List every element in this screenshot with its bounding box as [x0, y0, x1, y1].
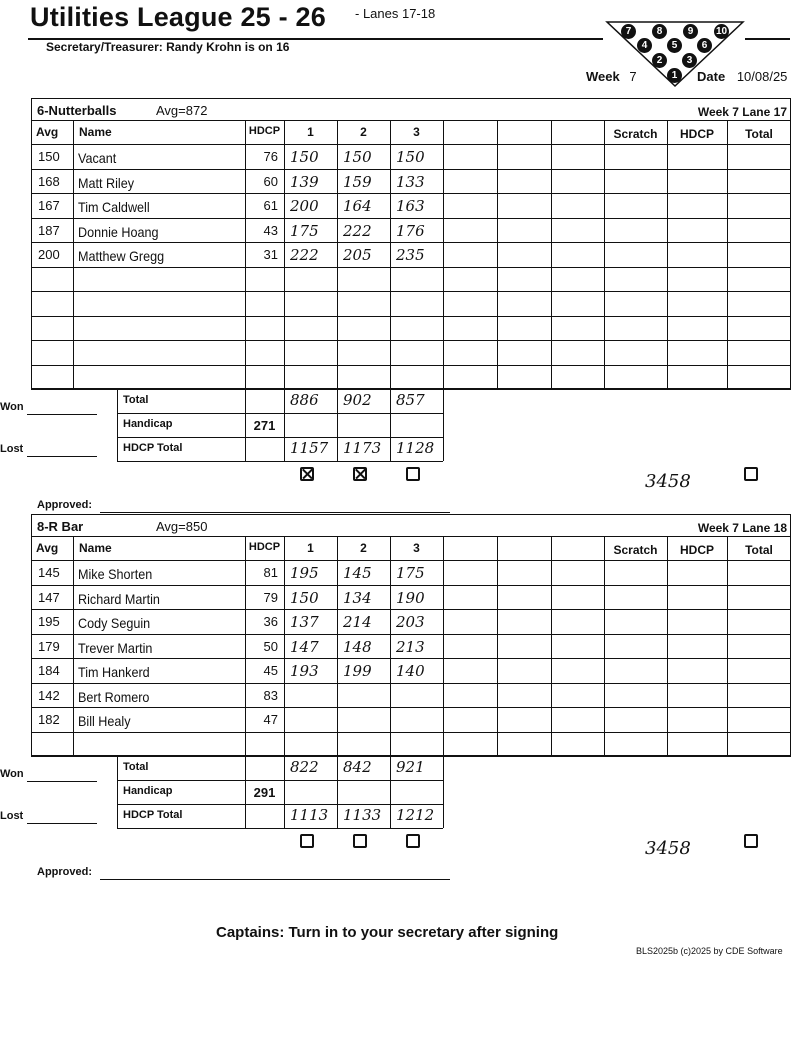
bowler-name: Donnie Hoang	[78, 223, 159, 240]
lanes-label: - Lanes 17-18	[355, 6, 436, 21]
team1-col-line	[337, 120, 338, 389]
bowler-game-2: 148	[343, 637, 372, 656]
team1-col-line	[284, 120, 285, 389]
bowler-name: Trever Martin	[78, 639, 153, 656]
team2-game-2-checkbox[interactable]	[353, 834, 367, 848]
bowler-hdcp: 79	[263, 589, 278, 605]
software-credit: BLS2025b (c)2025 by CDE Software	[636, 946, 783, 956]
bowler-game-2: 134	[343, 588, 372, 607]
team2-summary-line	[117, 804, 443, 805]
team2-row-line	[31, 560, 791, 561]
captains-instruction: Captains: Turn in to your secretary after signing	[216, 924, 559, 941]
team1-col-line	[497, 120, 498, 389]
team2-avg: Avg=850	[156, 519, 208, 534]
team2-total-game-3: 921	[396, 758, 425, 776]
team1-title-divider	[31, 120, 791, 121]
team1-header-game2: 2	[360, 125, 367, 139]
team1-summary-col	[390, 389, 391, 461]
team1-won-line	[27, 414, 97, 415]
bowler-name: Tim Caldwell	[78, 199, 150, 215]
pin-4-icon: 4	[637, 38, 652, 53]
bowler-game-3: 150	[396, 148, 425, 166]
team2-handicap-value: 291	[253, 785, 276, 800]
team2-header-game1: 1	[307, 541, 314, 555]
bowler-game-3: 140	[396, 662, 425, 680]
team2-summary-line	[31, 756, 791, 757]
bowler-name: Mike Shorten	[78, 566, 153, 582]
bowler-avg: 147	[38, 589, 60, 605]
bowler-name: Bill Healy	[78, 713, 131, 729]
team1-header-hdcp: HDCP	[248, 125, 281, 137]
team2-hdcp-total-game-3: 1212	[396, 806, 435, 824]
bowler-avg: 195	[38, 614, 60, 629]
team2-header-name: Name	[79, 541, 112, 555]
team1-hdcp-total-game-3: 1128	[396, 439, 435, 457]
team2-header-game2: 2	[360, 541, 367, 555]
team2-lost-label: Lost	[0, 810, 24, 822]
team2-total-label: Total	[123, 761, 149, 773]
team1-name: 6-Nutterballs	[37, 103, 117, 118]
team1-game-1-checkbox[interactable]	[300, 467, 314, 481]
bowler-avg: 150	[38, 149, 60, 164]
pin-3-icon: 3	[682, 53, 697, 68]
team2-summary-col	[337, 756, 338, 828]
team2-hdcp-total-game-2: 1133	[343, 806, 382, 824]
date-value: 10/08/25	[736, 69, 788, 84]
bowler-name: Matthew Gregg	[78, 248, 165, 264]
team2-header-game3: 3	[413, 541, 420, 555]
bowler-avg: 182	[38, 712, 60, 727]
team2-row-line	[31, 732, 791, 733]
team1-week-lane: Week 7 Lane 17	[697, 105, 787, 119]
team2-total-game-1: 822	[290, 758, 319, 776]
team1-lost-label: Lost	[0, 443, 24, 455]
team1-table	[31, 98, 791, 389]
team1-total-game-2: 902	[343, 391, 372, 409]
team1-summary-border	[117, 389, 118, 461]
team1-row-line	[31, 340, 791, 341]
team1-summary-line	[31, 389, 791, 390]
date-label: Date	[697, 69, 726, 84]
bowler-game-1: 137	[290, 613, 319, 631]
team1-series-total: 3458	[645, 471, 691, 492]
pin-10-icon: 10	[715, 26, 728, 37]
team1-avg: Avg=872	[156, 103, 208, 118]
team2-hdcp-total-label: HDCP Total	[123, 809, 183, 821]
bowler-game-2: 150	[343, 148, 372, 166]
team1-header-game3: 3	[413, 125, 420, 139]
team2-row-line	[31, 609, 791, 610]
team1-row-line	[31, 267, 791, 268]
team1-game-3-checkbox[interactable]	[406, 467, 420, 481]
team1-lost-line	[27, 456, 97, 457]
team2-summary-border	[117, 756, 118, 828]
team1-total-label: Total	[123, 394, 149, 406]
bowler-game-3: 213	[396, 637, 425, 656]
team2-col-line	[284, 536, 285, 756]
team2-summary-col	[390, 756, 391, 828]
team2-hdcp-total-game-1: 1113	[290, 806, 329, 824]
team2-col-line	[443, 536, 444, 756]
team2-col-line	[727, 536, 728, 756]
team1-header-total: Total	[745, 127, 773, 141]
team1-row-line	[31, 242, 791, 243]
bowler-game-3: 133	[396, 172, 425, 191]
team1-summary-line	[117, 437, 443, 438]
team1-row-line	[31, 193, 791, 194]
league-title: Utilities League 25 - 26	[30, 2, 326, 32]
team2-handicap-label: Handicap	[123, 785, 173, 797]
bowler-game-2: 205	[343, 246, 372, 264]
bowler-game-2: 159	[343, 172, 372, 191]
bowler-avg: 145	[38, 565, 60, 580]
team2-summary-col	[284, 756, 285, 828]
team2-summary-col	[443, 756, 444, 828]
bowler-avg: 142	[38, 687, 60, 703]
pin-8-icon: 8	[652, 24, 667, 39]
bowler-game-1: 175	[290, 221, 319, 240]
week-value: 7	[629, 69, 637, 84]
team1-total-game-1: 886	[290, 391, 319, 409]
bowler-hdcp: 31	[263, 247, 278, 262]
bowler-hdcp: 61	[263, 198, 278, 213]
bowler-game-1: 193	[290, 662, 319, 680]
bowler-avg: 167	[38, 198, 60, 213]
team2-col-line	[73, 536, 74, 756]
bowler-game-2: 199	[343, 662, 372, 680]
bowler-name: Cody Seguin	[78, 615, 151, 631]
team2-col-line	[604, 536, 605, 756]
week-label: Week	[586, 69, 620, 84]
pin-2-icon: 2	[652, 53, 667, 68]
week-header	[586, 69, 637, 84]
bowler-hdcp: 60	[263, 173, 278, 189]
bowler-game-2: 164	[343, 197, 372, 215]
bowler-game-1: 222	[290, 246, 319, 264]
team1-series-checkbox[interactable]	[744, 467, 758, 481]
bowler-avg: 187	[38, 222, 60, 238]
team2-row-line	[31, 707, 791, 708]
bowler-avg: 179	[38, 638, 60, 654]
bowler-game-3: 176	[396, 221, 425, 240]
team2-row-line	[31, 658, 791, 659]
bowler-game-2: 222	[343, 221, 372, 240]
bowler-hdcp: 36	[263, 614, 278, 629]
team1-col-line	[390, 120, 391, 389]
bowler-name: Richard Martin	[78, 590, 160, 607]
team1-summary-col	[284, 389, 285, 461]
team2-series-checkbox[interactable]	[744, 834, 758, 848]
bowler-hdcp: 45	[263, 663, 278, 678]
bowler-game-1: 150	[290, 588, 319, 607]
team1-handicap-label: Handicap	[123, 418, 173, 430]
team2-header-hdcp-total: HDCP	[679, 543, 714, 557]
team2-title-divider	[31, 536, 791, 537]
bowler-game-3: 203	[396, 613, 425, 631]
bowler-game-2: 214	[343, 613, 372, 631]
pin-6-icon: 6	[697, 38, 712, 53]
pin-1-icon: 1	[667, 68, 682, 83]
team1-header-hdcp-total: HDCP	[679, 127, 714, 141]
team1-summary-line	[117, 413, 443, 414]
secretary-line: Secretary/Treasurer: Randy Krohn is on 16	[46, 40, 290, 54]
team2-col-line	[551, 536, 552, 756]
bowler-avg: 184	[38, 663, 60, 678]
team2-game-1-checkbox[interactable]	[300, 834, 314, 848]
pin-7-icon: 7	[621, 24, 636, 39]
team1-header-game1: 1	[307, 125, 314, 139]
team2-game-3-checkbox[interactable]	[406, 834, 420, 848]
bowler-game-1: 200	[290, 197, 319, 215]
team2-col-line	[667, 536, 668, 756]
team1-row-line	[31, 218, 791, 219]
bowler-avg: 200	[38, 247, 60, 262]
bowler-hdcp: 50	[263, 638, 278, 654]
team1-col-line	[551, 120, 552, 389]
team1-summary-line	[117, 461, 443, 462]
team1-approved-label: Approved:	[37, 499, 92, 511]
team2-won-label: Won	[0, 768, 24, 780]
team1-row-line	[31, 144, 791, 145]
team1-row-line	[31, 316, 791, 317]
team2-lost-line	[27, 823, 97, 824]
bowler-hdcp: 81	[263, 565, 278, 580]
team1-hdcp-total-game-1: 1157	[290, 439, 329, 457]
bowler-hdcp: 47	[263, 712, 278, 727]
team1-col-line	[727, 120, 728, 389]
team2-approved-line[interactable]	[100, 879, 450, 880]
date-header	[697, 69, 787, 84]
team2-header-hdcp: HDCP	[248, 541, 281, 553]
bowler-game-3: 190	[396, 588, 425, 607]
team2-header-avg: Avg	[36, 541, 59, 555]
bowler-name: Tim Hankerd	[78, 664, 150, 680]
team2-approved-label: Approved:	[37, 866, 92, 878]
bowler-name: Vacant	[78, 150, 117, 166]
bowler-hdcp: 43	[263, 222, 278, 238]
team1-hdcp-total-label: HDCP Total	[123, 442, 183, 454]
team2-header-total: Total	[745, 543, 773, 557]
team1-total-game-3: 857	[396, 391, 425, 409]
bowler-game-3: 175	[396, 564, 425, 582]
team1-summary-col	[337, 389, 338, 461]
team2-name: 8-R Bar	[37, 519, 84, 534]
team2-row-line	[31, 683, 791, 684]
team1-col-line	[667, 120, 668, 389]
team1-game-2-checkbox[interactable]	[353, 467, 367, 481]
team2-total-game-2: 842	[343, 758, 372, 776]
team1-summary-col	[443, 389, 444, 461]
team2-series-total: 3458	[645, 838, 691, 859]
bowler-avg: 168	[38, 173, 60, 189]
team1-won-label: Won	[0, 401, 24, 413]
team1-row-line	[31, 169, 791, 170]
team2-row-line	[31, 585, 791, 586]
bowler-name: Bert Romero	[78, 688, 150, 705]
pin-5-icon: 5	[667, 38, 682, 53]
team1-row-line	[31, 291, 791, 292]
team1-col-line	[443, 120, 444, 389]
pin-9-icon: 9	[683, 24, 698, 39]
bowler-game-3: 163	[396, 197, 425, 215]
bowler-game-1: 195	[290, 564, 319, 582]
team1-hdcp-total-game-2: 1173	[343, 439, 382, 457]
bowler-game-1: 139	[290, 172, 319, 191]
team2-col-line	[390, 536, 391, 756]
team2-col-line	[337, 536, 338, 756]
bowler-hdcp: 83	[263, 687, 278, 703]
team1-approved-line[interactable]	[100, 512, 450, 513]
team1-header-name: Name	[79, 125, 112, 139]
bowler-game-3: 235	[396, 246, 425, 264]
team1-header-scratch: Scratch	[613, 127, 658, 141]
team1-row-line	[31, 365, 791, 366]
bowler-hdcp: 76	[263, 149, 278, 164]
team2-row-line	[31, 634, 791, 635]
header-divider-right	[745, 38, 790, 40]
team2-header-scratch: Scratch	[613, 543, 658, 557]
team1-header-avg: Avg	[36, 125, 59, 139]
team1-col-line	[604, 120, 605, 389]
bowler-game-1: 150	[290, 148, 319, 166]
bowler-name: Matt Riley	[78, 174, 135, 191]
bowler-game-2: 145	[343, 564, 372, 582]
bowler-game-1: 147	[290, 637, 319, 656]
team2-summary-line	[117, 780, 443, 781]
team2-summary-line	[117, 828, 443, 829]
team2-won-line	[27, 781, 97, 782]
team1-handicap-value: 271	[253, 418, 276, 433]
team1-col-line	[73, 120, 74, 389]
team2-col-line	[497, 536, 498, 756]
team2-week-lane: Week 7 Lane 18	[697, 521, 787, 535]
